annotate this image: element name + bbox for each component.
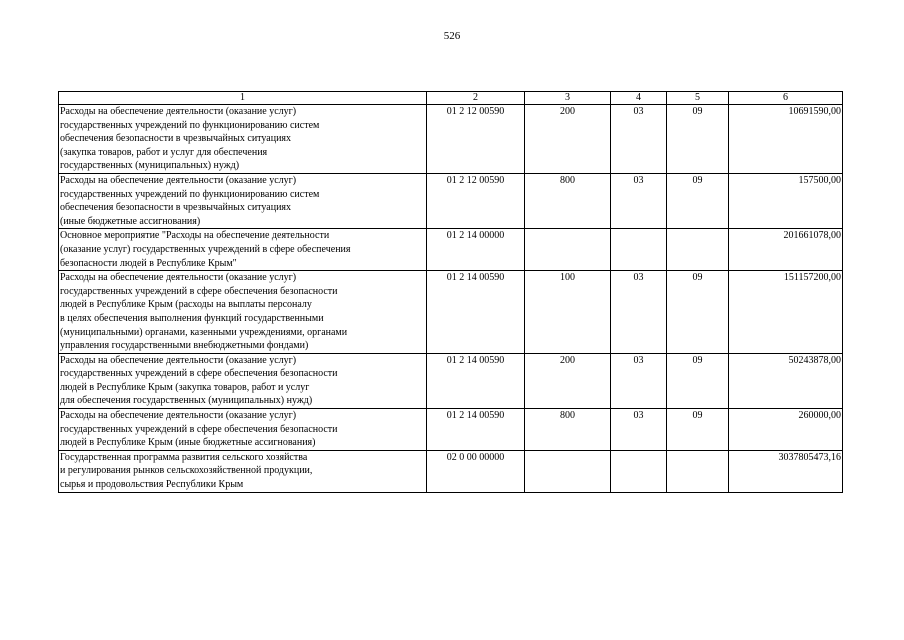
subsection-cell bbox=[667, 450, 729, 492]
target-article-code-cell: 01 2 14 00590 bbox=[427, 271, 525, 354]
amount-cell: 3037805473,16 bbox=[729, 450, 843, 492]
expense-name-cell: Основное мероприятие "Расходы на обеспечение деятельности (оказание услуг) государственных учреждений в сфере обеспечения безопасности людей в Республике Крым" bbox=[59, 229, 427, 271]
subsection-cell: 09 bbox=[667, 353, 729, 408]
expense-type-cell: 800 bbox=[525, 409, 611, 451]
section-cell: 03 bbox=[611, 105, 667, 174]
expense-type-cell: 200 bbox=[525, 353, 611, 408]
target-article-code-cell: 01 2 14 00590 bbox=[427, 353, 525, 408]
column-header: 5 bbox=[667, 92, 729, 105]
target-article-code-cell: 01 2 12 00590 bbox=[427, 173, 525, 228]
expense-name-cell: Расходы на обеспечение деятельности (оказание услуг) государственных учреждений в сфере обеспечения безопасности людей в Республике Крым (иные бюджетные ассигнования) bbox=[59, 409, 427, 451]
section-cell: 03 bbox=[611, 173, 667, 228]
table-header-row bbox=[59, 92, 843, 105]
table-row bbox=[59, 105, 843, 174]
target-article-code-cell: 02 0 00 00000 bbox=[427, 450, 525, 492]
table-row bbox=[59, 271, 843, 354]
section-cell: 03 bbox=[611, 271, 667, 354]
column-header: 4 bbox=[611, 92, 667, 105]
amount-cell: 10691590,00 bbox=[729, 105, 843, 174]
expense-name-cell: Расходы на обеспечение деятельности (оказание услуг) государственных учреждений по функционированию систем обеспечения безопасности в чрезвычайных ситуациях (иные бюджетные ассигнования) bbox=[59, 173, 427, 228]
expense-name-cell: Расходы на обеспечение деятельности (оказание услуг) государственных учреждений в сфере обеспечения безопасности людей в Республике Крым (расходы на выплаты персоналу в целях обеспечения выполнения функций государственными (муниципальными) органами, казенными учреждениями, органами управления государственными внебюджетными фондами) bbox=[59, 271, 427, 354]
target-article-code-cell: 01 2 12 00590 bbox=[427, 105, 525, 174]
column-header: 6 bbox=[729, 92, 843, 105]
table-row bbox=[59, 409, 843, 451]
table-row bbox=[59, 229, 843, 271]
table-row bbox=[59, 450, 843, 492]
subsection-cell: 09 bbox=[667, 105, 729, 174]
subsection-cell bbox=[667, 229, 729, 271]
expense-name-cell: Государственная программа развития сельского хозяйства и регулирования рынков сельскохозяйственной продукции, сырья и продовольствия Республики Крым bbox=[59, 450, 427, 492]
expense-type-cell bbox=[525, 229, 611, 271]
section-cell bbox=[611, 450, 667, 492]
column-header: 2 bbox=[427, 92, 525, 105]
expense-type-cell: 800 bbox=[525, 173, 611, 228]
expense-type-cell: 200 bbox=[525, 105, 611, 174]
expense-name-cell: Расходы на обеспечение деятельности (оказание услуг) государственных учреждений в сфере обеспечения безопасности людей в Республике Крым (закупка товаров, работ и услуг для обеспечения государственных (муниципальных) нужд) bbox=[59, 353, 427, 408]
subsection-cell: 09 bbox=[667, 409, 729, 451]
table-row bbox=[59, 353, 843, 408]
table-row bbox=[59, 173, 843, 228]
subsection-cell: 09 bbox=[667, 173, 729, 228]
amount-cell: 50243878,00 bbox=[729, 353, 843, 408]
column-header: 3 bbox=[525, 92, 611, 105]
budget-table bbox=[58, 91, 843, 493]
amount-cell: 260000,00 bbox=[729, 409, 843, 451]
target-article-code-cell: 01 2 14 00000 bbox=[427, 229, 525, 271]
expense-type-cell bbox=[525, 450, 611, 492]
amount-cell: 201661078,00 bbox=[729, 229, 843, 271]
section-cell: 03 bbox=[611, 353, 667, 408]
subsection-cell: 09 bbox=[667, 271, 729, 354]
column-header: 1 bbox=[59, 92, 427, 105]
amount-cell: 157500,00 bbox=[729, 173, 843, 228]
page-number: 526 bbox=[443, 30, 461, 42]
section-cell: 03 bbox=[611, 409, 667, 451]
amount-cell: 151157200,00 bbox=[729, 271, 843, 354]
section-cell bbox=[611, 229, 667, 271]
expense-type-cell: 100 bbox=[525, 271, 611, 354]
expense-name-cell: Расходы на обеспечение деятельности (оказание услуг) государственных учреждений по функционированию систем обеспечения безопасности в чрезвычайных ситуациях (закупка товаров, работ и услуг для обеспечения государственных (муниципальных) нужд) bbox=[59, 105, 427, 174]
target-article-code-cell: 01 2 14 00590 bbox=[427, 409, 525, 451]
